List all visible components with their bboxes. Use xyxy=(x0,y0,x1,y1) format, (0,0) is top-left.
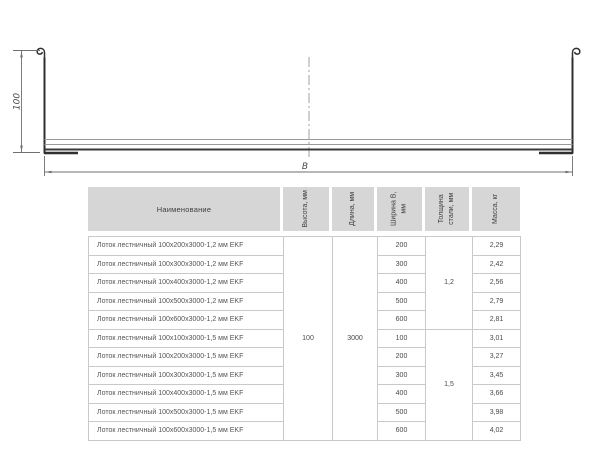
height-dim-label: 100 xyxy=(12,92,23,111)
cell-mass: 2,42 xyxy=(473,255,521,274)
cell-name: Лоток лестничный 100х200х3000-1,5 мм EKF xyxy=(89,348,284,367)
cell-mass: 2,29 xyxy=(473,237,521,256)
header-height-label: Высота, мм xyxy=(302,190,310,228)
arrowhead xyxy=(20,146,23,153)
cell-thickness-merged: 1,2 xyxy=(426,237,473,330)
header-thickness-line2: стали, мм xyxy=(448,192,455,226)
width-dimension xyxy=(45,156,573,176)
spec-table xyxy=(88,187,520,441)
table-row xyxy=(89,237,521,256)
cell-mass: 2,81 xyxy=(473,311,521,330)
header-width-line1: Ширина В, xyxy=(390,191,398,227)
cell-mass: 4,02 xyxy=(473,422,521,441)
spec-table-body xyxy=(88,236,521,441)
cell-width: 600 xyxy=(378,422,426,441)
cell-name: Лоток лестничный 100х400х3000-1,2 мм EKF xyxy=(89,274,284,293)
left-hook xyxy=(37,48,44,58)
header-width-line2: мм xyxy=(400,204,408,214)
height-dimension xyxy=(13,51,41,153)
cell-name: Лоток лестничный 100х400х3000-1,5 мм EKF xyxy=(89,385,284,404)
cell-name: Лоток лестничный 100х300х3000-1,2 мм EKF xyxy=(89,255,284,274)
cell-width: 500 xyxy=(378,292,426,311)
cell-width: 200 xyxy=(378,237,426,256)
cell-name: Лоток лестничный 100х100х3000-1,5 мм EKF xyxy=(89,329,284,348)
cell-mass: 3,98 xyxy=(473,403,521,422)
header-length xyxy=(332,187,377,231)
cell-name: Лоток лестничный 100х500х3000-1,5 мм EKF xyxy=(89,403,284,422)
cell-name: Лоток лестничный 100х600х3000-1,2 мм EKF xyxy=(89,311,284,330)
cell-width: 500 xyxy=(378,403,426,422)
cell-name: Лоток лестничный 100х600х3000-1,5 мм EKF xyxy=(89,422,284,441)
arrowhead xyxy=(20,51,23,58)
header-width xyxy=(377,187,425,231)
cell-width: 100 xyxy=(378,329,426,348)
header-width-label xyxy=(390,192,410,226)
cell-mass: 3,66 xyxy=(473,385,521,404)
cell-width: 300 xyxy=(378,255,426,274)
cell-thickness-merged: 1,5 xyxy=(426,329,473,440)
cell-width: 400 xyxy=(378,274,426,293)
header-thickness-label xyxy=(437,193,457,225)
header-mass xyxy=(472,187,520,231)
arrowhead xyxy=(566,171,573,174)
cell-width: 300 xyxy=(378,366,426,385)
cell-height-merged: 100 xyxy=(284,237,333,441)
cell-mass: 3,27 xyxy=(473,348,521,367)
header-mass-label: Масса, кг xyxy=(492,193,500,225)
cell-mass: 3,45 xyxy=(473,366,521,385)
cell-mass: 2,56 xyxy=(473,274,521,293)
right-hook xyxy=(573,48,580,58)
cell-length-merged: 3000 xyxy=(333,237,378,441)
header-length-label: Длина, мм xyxy=(349,191,357,226)
arrowhead xyxy=(45,171,52,174)
cell-width: 200 xyxy=(378,348,426,367)
tray-profile xyxy=(37,48,580,153)
header-thickness-line1: Толщина xyxy=(438,194,446,224)
cell-mass: 3,01 xyxy=(473,329,521,348)
cell-width: 400 xyxy=(378,385,426,404)
cell-width: 600 xyxy=(378,311,426,330)
cell-mass: 2,79 xyxy=(473,292,521,311)
header-height xyxy=(283,187,332,231)
width-dim-label: В xyxy=(301,162,309,172)
table-header-row xyxy=(88,187,520,231)
header-name: Наименование xyxy=(88,187,283,231)
header-thickness xyxy=(425,187,472,231)
tray-cross-section-drawing xyxy=(0,0,600,185)
cell-name: Лоток лестничный 100х500х3000-1,2 мм EKF xyxy=(89,292,284,311)
cell-name: Лоток лестничный 100х200х3000-1,2 мм EKF xyxy=(89,237,284,256)
cell-name: Лоток лестничный 100х300х3000-1,5 мм EKF xyxy=(89,366,284,385)
